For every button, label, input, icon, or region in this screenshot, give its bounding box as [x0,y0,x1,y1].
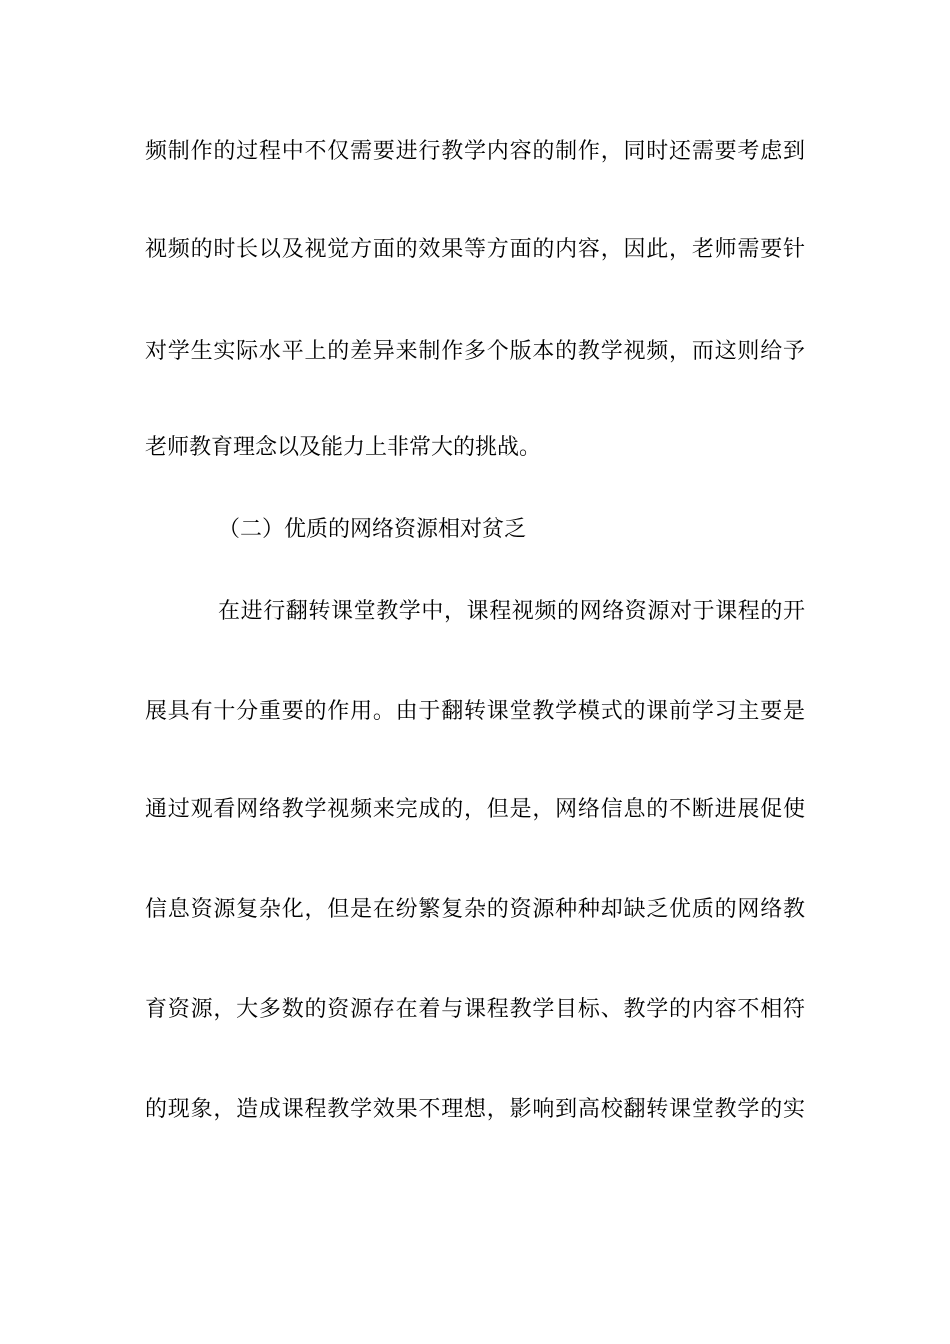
paragraph-1-line-1: 频制作的过程中不仅需要进行教学内容的制作，同时还需要考虑到 [145,139,805,164]
paragraph-2-line-5: 育资源，大多数的资源存在着与课程教学目标、教学的内容不相符 [145,997,805,1022]
paragraph-1-line-3: 对学生实际水平上的差异来制作多个版本的教学视频，而这则给予 [145,339,805,364]
paragraph-1-line-4: 老师教育理念以及能力上非常大的挑战。 [145,435,542,460]
paragraph-1-line-2: 视频的时长以及视觉方面的效果等方面的内容，因此，老师需要针 [145,237,805,262]
paragraph-2-line-4: 信息资源复杂化，但是在纷繁复杂的资源种种却缺乏优质的网络教 [145,897,805,922]
paragraph-2-line-2: 展具有十分重要的作用。由于翻转课堂教学模式的课前学习主要是 [145,699,805,724]
section-heading: （二）优质的网络资源相对贫乏 [218,517,527,542]
paragraph-2-line-6: 的现象，造成课程教学效果不理想，影响到高校翻转课堂教学的实 [145,1097,805,1122]
paragraph-2-line-1: 在进行翻转课堂教学中，课程视频的网络资源对于课程的开 [218,599,805,624]
paragraph-2-line-3: 通过观看网络教学视频来完成的，但是，网络信息的不断进展促使 [145,797,805,822]
